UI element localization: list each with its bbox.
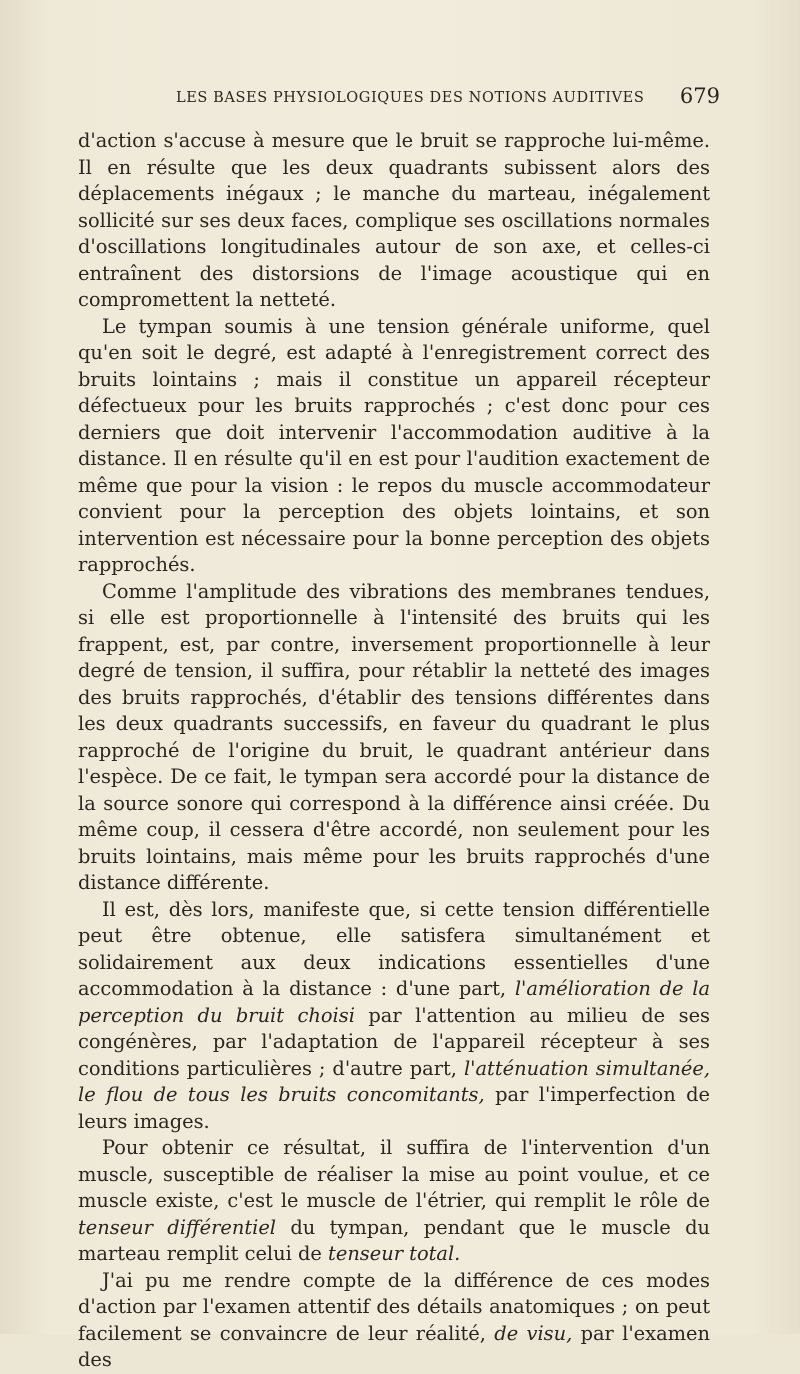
paragraph [78, 1268, 710, 1374]
paragraph [78, 128, 710, 314]
text-run: par l'attention au milieu de ses congénères, par l'adaptation de l'appareil récepteur à ses conditions particulières ; d'autre part, [78, 1003, 711, 1080]
paragraph [78, 897, 710, 1136]
text-run: du tympan, pendant que le muscle du marteau remplit celui de [78, 1215, 710, 1265]
text-run: Le tympan soumis à une tension générale uniforme, quel qu'en soit le degré, est adapté à l'enregistrement correct des bruits lointains ; mais il constitue un appareil récepteur défectueux pour les bruits rapprochés ; c'est donc pour ces derniers que doit intervenir l'accommodation auditive à la distance. Il en résulte qu'il en est pour l'audition exactement de même que pour la vision : le repos du muscle accommodateur convient pour la perception des objets lointains, et son intervention est nécessaire pour la bonne perception des objets rapprochés. [78, 314, 710, 576]
text-run: par l'imperfection de leurs images. [78, 1083, 711, 1133]
paragraph [78, 1135, 710, 1268]
italic-phrase: l'amélioration de la perception du bruit choisi [78, 977, 711, 1027]
italic-phrase: de visu, [494, 1321, 573, 1345]
page-number: 679 [679, 84, 720, 108]
paragraph [78, 314, 710, 579]
italic-phrase: l'atténuation simultanée, le flou de tous les bruits concomitants, [78, 1056, 710, 1106]
page-header [78, 84, 720, 114]
text-run: J'ai pu me rendre compte de la différence de ces modes d'action par l'examen attentif des détails anatomiques ; on peut facilement se convaincre de leur réalité, [78, 1268, 710, 1345]
paragraph [78, 579, 710, 897]
text-run: d'action s'accuse à mesure que le bruit se rapproche lui-même. Il en résulte que les deux quadrants subissent alors des déplacements inégaux ; le manche du marteau, inégalement sollicité sur ses deux faces, complique ses oscillations normales d'oscillations longitudinales autour de son axe, et celles-ci entraînent des distorsions de l'image acoustique qui en compromettent la netteté. [78, 129, 710, 311]
text-run: Comme l'amplitude des vibrations des membranes tendues, si elle est proportionnelle à l'intensité des bruits qui les frappent, est, par contre, inversement proportionnelle à leur degré de tension, il suffira, pour rétablir la netteté des images des bruits rapprochés, d'établir des tensions différentes dans les deux quadrants successifs, en faveur du quadrant le plus rapproché de l'origine du bruit, le quadrant antérieur dans l'espèce. De ce fait, le tympan sera accordé pour la distance de la source sonore qui correspond à la différence ainsi créée. Du même coup, il cessera d'être accordé, non seulement pour les bruits lointains, mais même pour les bruits rapprochés d'une distance différente. [78, 579, 710, 894]
body-text [78, 128, 710, 1374]
text-run: Pour obtenir ce résultat, il suffira de l'intervention d'un muscle, susceptible de réaliser la mise au point voulue, et ce muscle existe, c'est le muscle de l'étrier, qui remplit le rôle de [78, 1136, 710, 1212]
italic-phrase: tenseur total. [328, 1242, 461, 1265]
text-run: par l'examen des [78, 1321, 711, 1371]
running-title: LES BASES PHYSIOLOGIQUES DES NOTIONS AUDITIVES [176, 90, 645, 106]
text-run: Il est, dès lors, manifeste que, si cette tension différentielle peut être obtenue, elle satisfera simultanément et solidairement aux deux indications essentielles d'une accommodation à la distance : d'une part, [78, 897, 710, 1000]
italic-phrase: tenseur différentiel [78, 1215, 277, 1239]
